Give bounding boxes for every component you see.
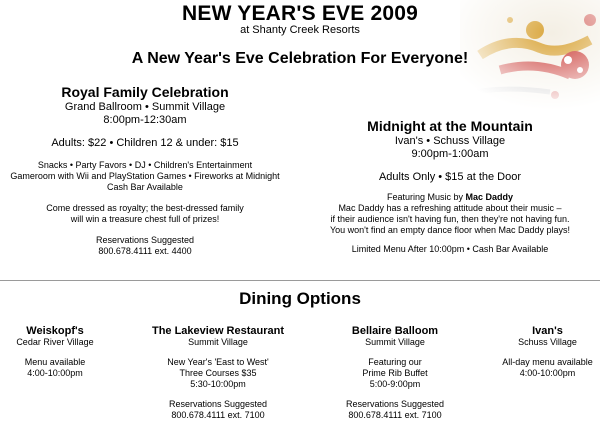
royal-dress-line: Come dressed as royalty; the best-dressed family [46, 203, 244, 213]
venue-line: New Year's 'East to West' [167, 357, 269, 367]
venue-line: 4:00-10:00pm [27, 368, 83, 378]
venue-name: Ivan's [532, 325, 563, 337]
venue-line: 4:00-10:00pm [519, 368, 576, 378]
midnight-music [305, 192, 595, 203]
royal-section [10, 84, 280, 257]
royal-location: Grand Ballroom • Summit Village [64, 101, 226, 113]
music-prefix: Featuring Music by [386, 192, 466, 202]
band-name: Mac Daddy [465, 192, 514, 202]
midnight-desc-line: You won't find an empty dance floor when Mac Daddy plays! [329, 225, 571, 235]
midnight-footer: Limited Menu After 10:00pm • Cash Bar Available [351, 244, 549, 254]
dining-venue-bellaire [320, 325, 470, 421]
royal-feature: Gameroom with Wii and PlayStation Games • Fireworks at Midnight [10, 171, 280, 181]
dining-venue-ivans [495, 325, 600, 379]
royal-feature: Snacks • Party Favors • DJ • Children's Entertainment [37, 160, 253, 170]
midnight-section [305, 118, 595, 255]
midnight-desc-line: if their audience isn't having fun, then they're not having fun. [330, 214, 570, 224]
dining-venue-weiskopfs [0, 325, 110, 379]
tagline: A New Year's Eve Celebration For Everyone! [131, 50, 469, 67]
venue-phone: 800.678.4111 ext. 7100 [348, 410, 442, 420]
royal-phone: 800.678.4111 ext. 4400 [98, 246, 192, 256]
venue-line: Prime Rib Buffet [362, 368, 428, 378]
midnight-time: 9:00pm-1:00am [411, 148, 489, 160]
midnight-location: Ivan's • Schuss Village [394, 135, 506, 147]
venue-phone: 800.678.4111 ext. 7100 [171, 410, 265, 420]
venue-name: The Lakeview Restaurant [151, 325, 285, 337]
section-divider [0, 280, 600, 281]
venue-line: All-day menu available [502, 357, 593, 367]
venue-line: Three Courses $35 [179, 368, 257, 378]
midnight-heading: Midnight at the Mountain [367, 118, 533, 134]
venue-reservations: Reservations Suggested [345, 399, 445, 409]
venue-village: Summit Village [365, 337, 425, 347]
dining-venue-lakeview [138, 325, 298, 421]
royal-dress-line: will win a treasure chest full of prizes! [70, 214, 220, 224]
venue-village: Summit Village [188, 337, 248, 347]
venue-line: Featuring our [368, 357, 422, 367]
midnight-prices: Adults Only • $15 at the Door [378, 171, 522, 183]
page-title: NEW YEAR'S EVE 2009 [182, 2, 418, 25]
royal-reservations: Reservations Suggested [95, 235, 195, 245]
royal-prices: Adults: $22 • Children 12 & under: $15 [51, 137, 239, 149]
venue-name: Bellaire Balloom [351, 325, 439, 337]
page-subtitle: at Shanty Creek Resorts [240, 24, 360, 36]
venue-name: Weiskopf's [26, 325, 84, 337]
venue-line: 5:00-9:00pm [369, 379, 421, 389]
venue-village: Schuss Village [518, 337, 577, 347]
royal-heading: Royal Family Celebration [61, 84, 229, 100]
venue-line: Menu available [24, 357, 86, 367]
venue-line: 5:30-10:00pm [190, 379, 246, 389]
dining-heading: Dining Options [239, 289, 361, 308]
venue-village: Cedar River Village [16, 337, 94, 347]
royal-time: 8:00pm-12:30am [103, 114, 187, 126]
midnight-desc-line: Mac Daddy has a refreshing attitude about their music – [338, 203, 562, 213]
venue-reservations: Reservations Suggested [168, 399, 268, 409]
royal-feature: Cash Bar Available [107, 182, 183, 192]
